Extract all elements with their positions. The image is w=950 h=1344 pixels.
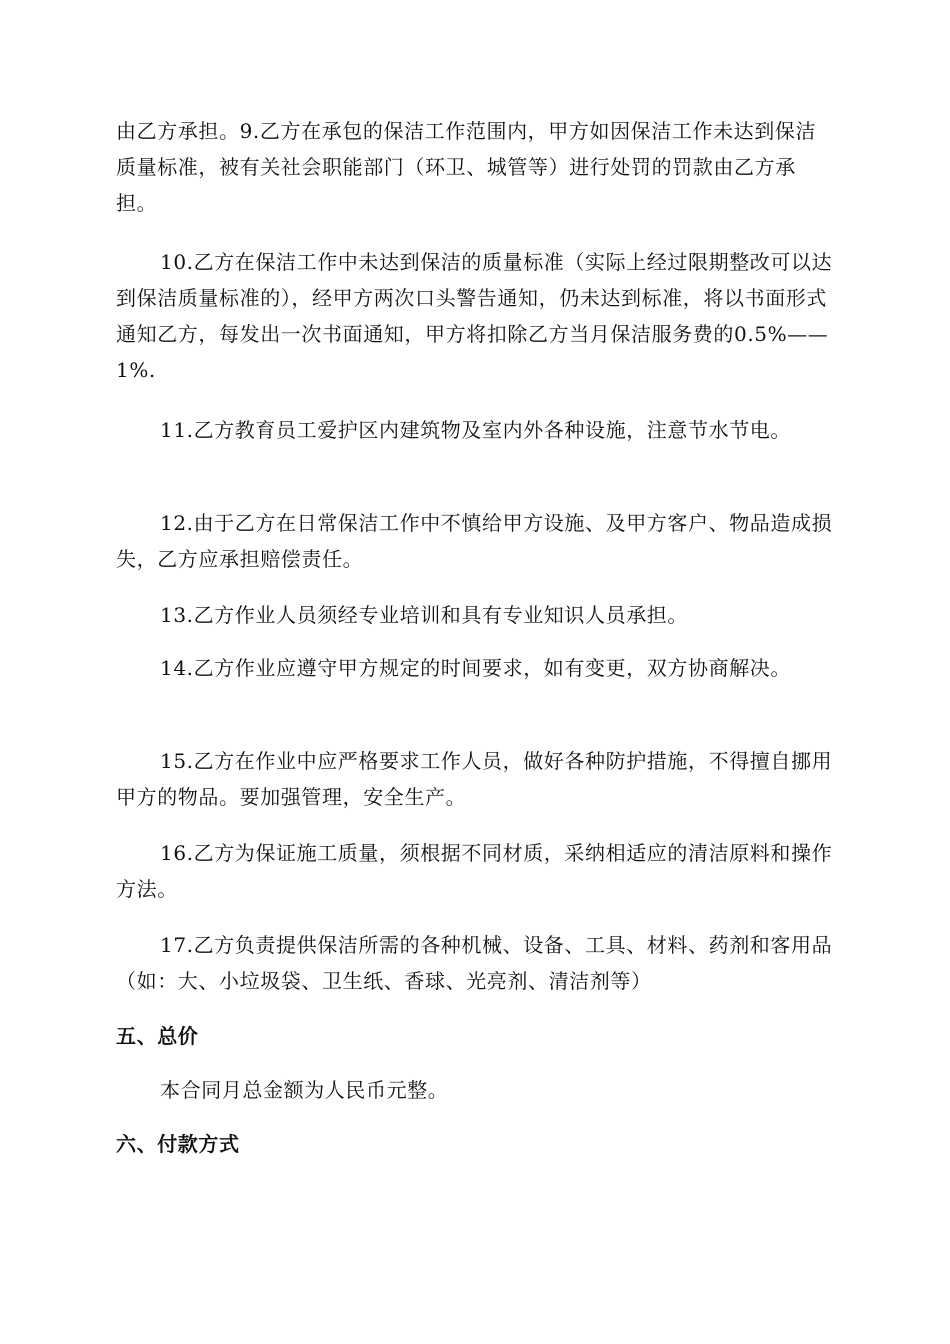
paragraph-clause-10: 10.乙方在保洁工作中未达到保洁的质量标准（实际上经过限期整改可以达到保洁质量标准的），经甲方两次口头警告通知，仍未达到标准，将以书面形式通知乙方，每发出一次书面通知，甲方将扣除乙方当月保洁服务费的0.5%——1%. [116,250,833,382]
paragraph-clause-15: 15.乙方在作业中应严格要求工作人员，做好各种防护措施，不得擅自挪用甲方的物品。要加强管理，安全生产。 [116,749,833,809]
paragraph-clause-13: 13.乙方作业人员须经专业培训和具有专业知识人员承担。 [160,603,689,627]
paragraph-clause-12: 12.由于乙方在日常保洁工作中不慎给甲方设施、及甲方客户、物品造成损失，乙方应承担赔偿责任。 [116,511,833,571]
paragraph-clause-11: 11.乙方教育员工爱护区内建筑物及室内外各种设施，注意节水节电。 [160,418,792,442]
section-heading-payment-method: 六、付款方式 [116,1132,240,1156]
paragraph-clause-17: 17.乙方负责提供保洁所需的各种机械、设备、工具、材料、药剂和客用品（如：大、小垃圾袋、卫生纸、香球、光亮剂、清洁剂等） [116,933,833,993]
paragraph-clause-14: 14.乙方作业应遵守甲方规定的时间要求，如有变更，双方协商解决。 [160,656,792,680]
paragraph-clause-16: 16.乙方为保证施工质量，须根据不同材质，采纳相适应的清洁原料和操作方法。 [116,841,833,901]
paragraph-total-amount: 本合同月总金额为人民币元整。 [160,1078,449,1102]
section-heading-total-price: 五、总价 [116,1024,199,1048]
paragraph-clause-9-continuation: 由乙方承担。9.乙方在承包的保洁工作范围内，甲方如因保洁工作未达到保洁质量标准，被有关社会职能部门（环卫、城管等）进行处罚的罚款由乙方承担。 [116,119,817,215]
